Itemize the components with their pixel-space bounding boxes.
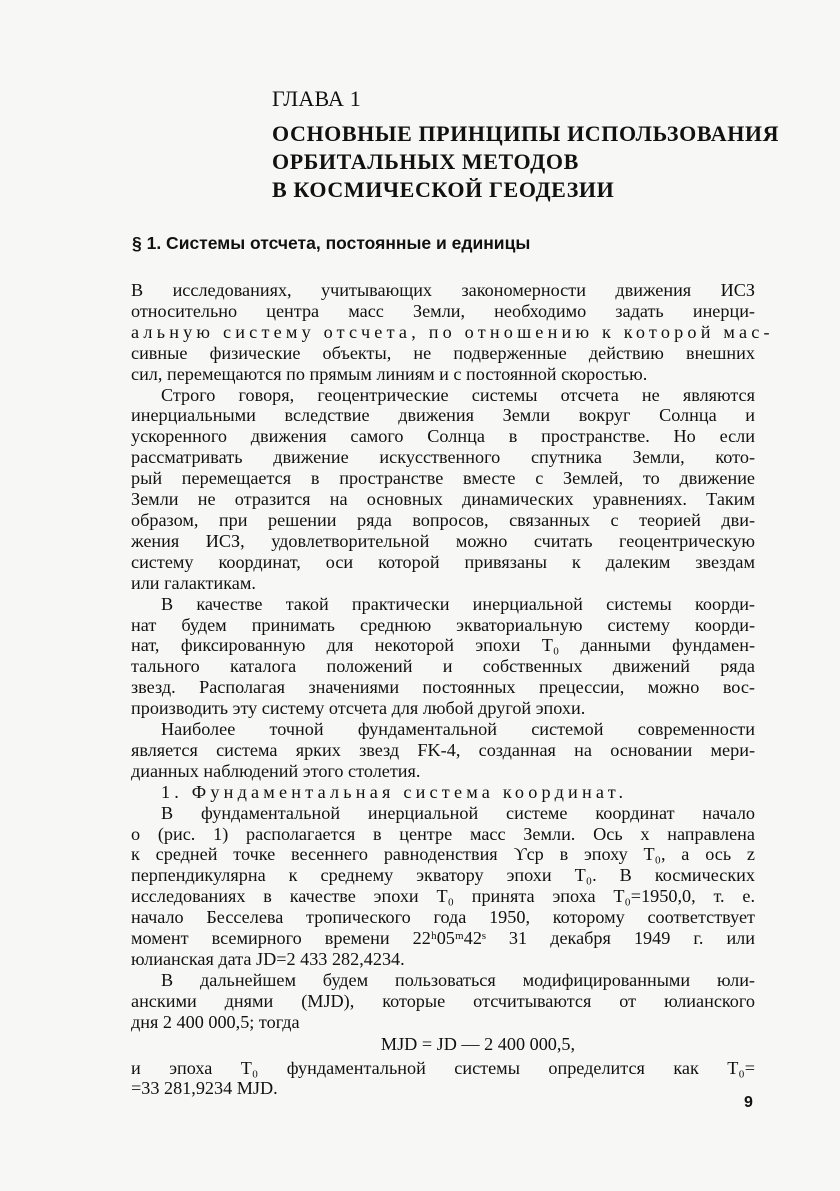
body-text bbox=[131, 280, 774, 1099]
text-line: момент всемирного времени 22ʰ05ᵐ42ˢ 31 декабря 1949 г. или bbox=[131, 928, 755, 949]
text-line: рассматривать движение искусственного спутника Земли, кото- bbox=[131, 447, 755, 468]
text-line: звезд. Располагая значениями постоянных прецессии, можно вос- bbox=[131, 677, 755, 698]
text-line: дня 2 400 000,5; тогда bbox=[131, 1011, 300, 1032]
text-line: образом, при решении ряда вопросов, связанных с теорией дви- bbox=[131, 509, 755, 530]
text-line: исследованиях в качестве эпохи T₀ принята эпоха T₀=1950,0, т. е. bbox=[131, 886, 755, 907]
chapter-label: ГЛАВА 1 bbox=[272, 86, 361, 111]
text-line: сивные физические объекты, не подверженные действию внешних bbox=[131, 342, 755, 363]
text-line: производить эту систему отсчета для любой другой эпохи. bbox=[131, 698, 586, 719]
text-line: В фундаментальной инерциальной системе координат начало bbox=[161, 802, 755, 823]
text-line: =33 281,9234 MJD. bbox=[131, 1078, 278, 1099]
section-title: § 1. Системы отсчета, постоянные и единицы bbox=[132, 233, 531, 253]
text-line: начало Бесселева тропического года 1950, которому соответствует bbox=[131, 907, 755, 928]
page-number: 9 bbox=[744, 1094, 753, 1111]
text-line: Строго говоря, геоцентрические системы отсчета не являются bbox=[161, 384, 755, 405]
text-line: относительно центра масс Земли, необходимо задать инерци- bbox=[131, 300, 755, 321]
chapter-title-line: В КОСМИЧЕСКОЙ ГЕОДЕЗИИ bbox=[272, 177, 615, 202]
formula-line: MJD = JD — 2 400 000,5, bbox=[380, 1033, 576, 1054]
text-line: анскими днями (MJD), которые отсчитываются от юлианского bbox=[131, 990, 755, 1011]
text-line: В дальнейшем будем пользоваться модифицированными юли- bbox=[161, 969, 755, 990]
text-line: или галактикам. bbox=[131, 572, 256, 593]
text-line: жения ИСЗ, удовлетворительной можно считать геоцентрическую bbox=[131, 530, 755, 551]
text-line: нат, фиксированную для некоторой эпохи T₀ данными фундамен- bbox=[131, 635, 755, 656]
text-line: o (рис. 1) располагается в центре масс Земли. Ось x направлена bbox=[131, 823, 755, 844]
text-line: рый перемещается в пространстве вместе с Землей, то движение bbox=[131, 468, 755, 489]
text-line: ускоренного движения самого Солнца в пространстве. Но если bbox=[131, 426, 755, 447]
text-line: В качестве такой практически инерциальной системы коорди- bbox=[161, 593, 755, 614]
chapter-title bbox=[272, 120, 792, 204]
subsection-heading: 1. Фундаментальная система координат. bbox=[161, 781, 628, 802]
text-line: сил, перемещаются по прямым линиям и с постоянной скоростью. bbox=[131, 363, 648, 384]
text-line: дианных наблюдений этого столетия. bbox=[131, 760, 421, 781]
chapter-header bbox=[272, 86, 792, 204]
text-line: систему координат, оси которой привязаны к далеким звездам bbox=[131, 551, 755, 572]
text-line: юлианская дата JD=2 433 282,4234. bbox=[131, 949, 405, 969]
text-line: тального каталога положений и собственных движений ряда bbox=[131, 656, 755, 677]
text-line: альную систему отсчета, по отношению к которой мас- bbox=[131, 321, 774, 342]
chapter-title-line: ОСНОВНЫЕ ПРИНЦИПЫ ИСПОЛЬЗОВАНИЯ bbox=[272, 121, 780, 146]
text-line: Земли не отразится на основных динамических уравнениях. Таким bbox=[131, 489, 755, 510]
text-line: перпендикулярна к среднему экватору эпохи T₀. В космических bbox=[131, 865, 755, 886]
text-line: и эпоха T₀ фундаментальной системы определится как T₀= bbox=[131, 1057, 755, 1078]
text-line: В исследованиях, учитывающих закономерности движения ИСЗ bbox=[131, 280, 755, 300]
text-line: нат будем принимать среднюю экваториальную систему коорди- bbox=[131, 614, 755, 635]
text-line: инерциальными вследствие движения Земли вокруг Солнца и bbox=[131, 405, 755, 426]
text-line: является система ярких звезд FK-4, созданная на основании мери- bbox=[131, 739, 755, 760]
text-line: к средней точке весеннего равноденствия ϒср в эпоху T₀, а ось z bbox=[131, 844, 755, 865]
text-line: Наиболее точной фундаментальной системой современности bbox=[161, 719, 755, 740]
chapter-title-line: ОРБИТАЛЬНЫХ МЕТОДОВ bbox=[272, 149, 579, 174]
